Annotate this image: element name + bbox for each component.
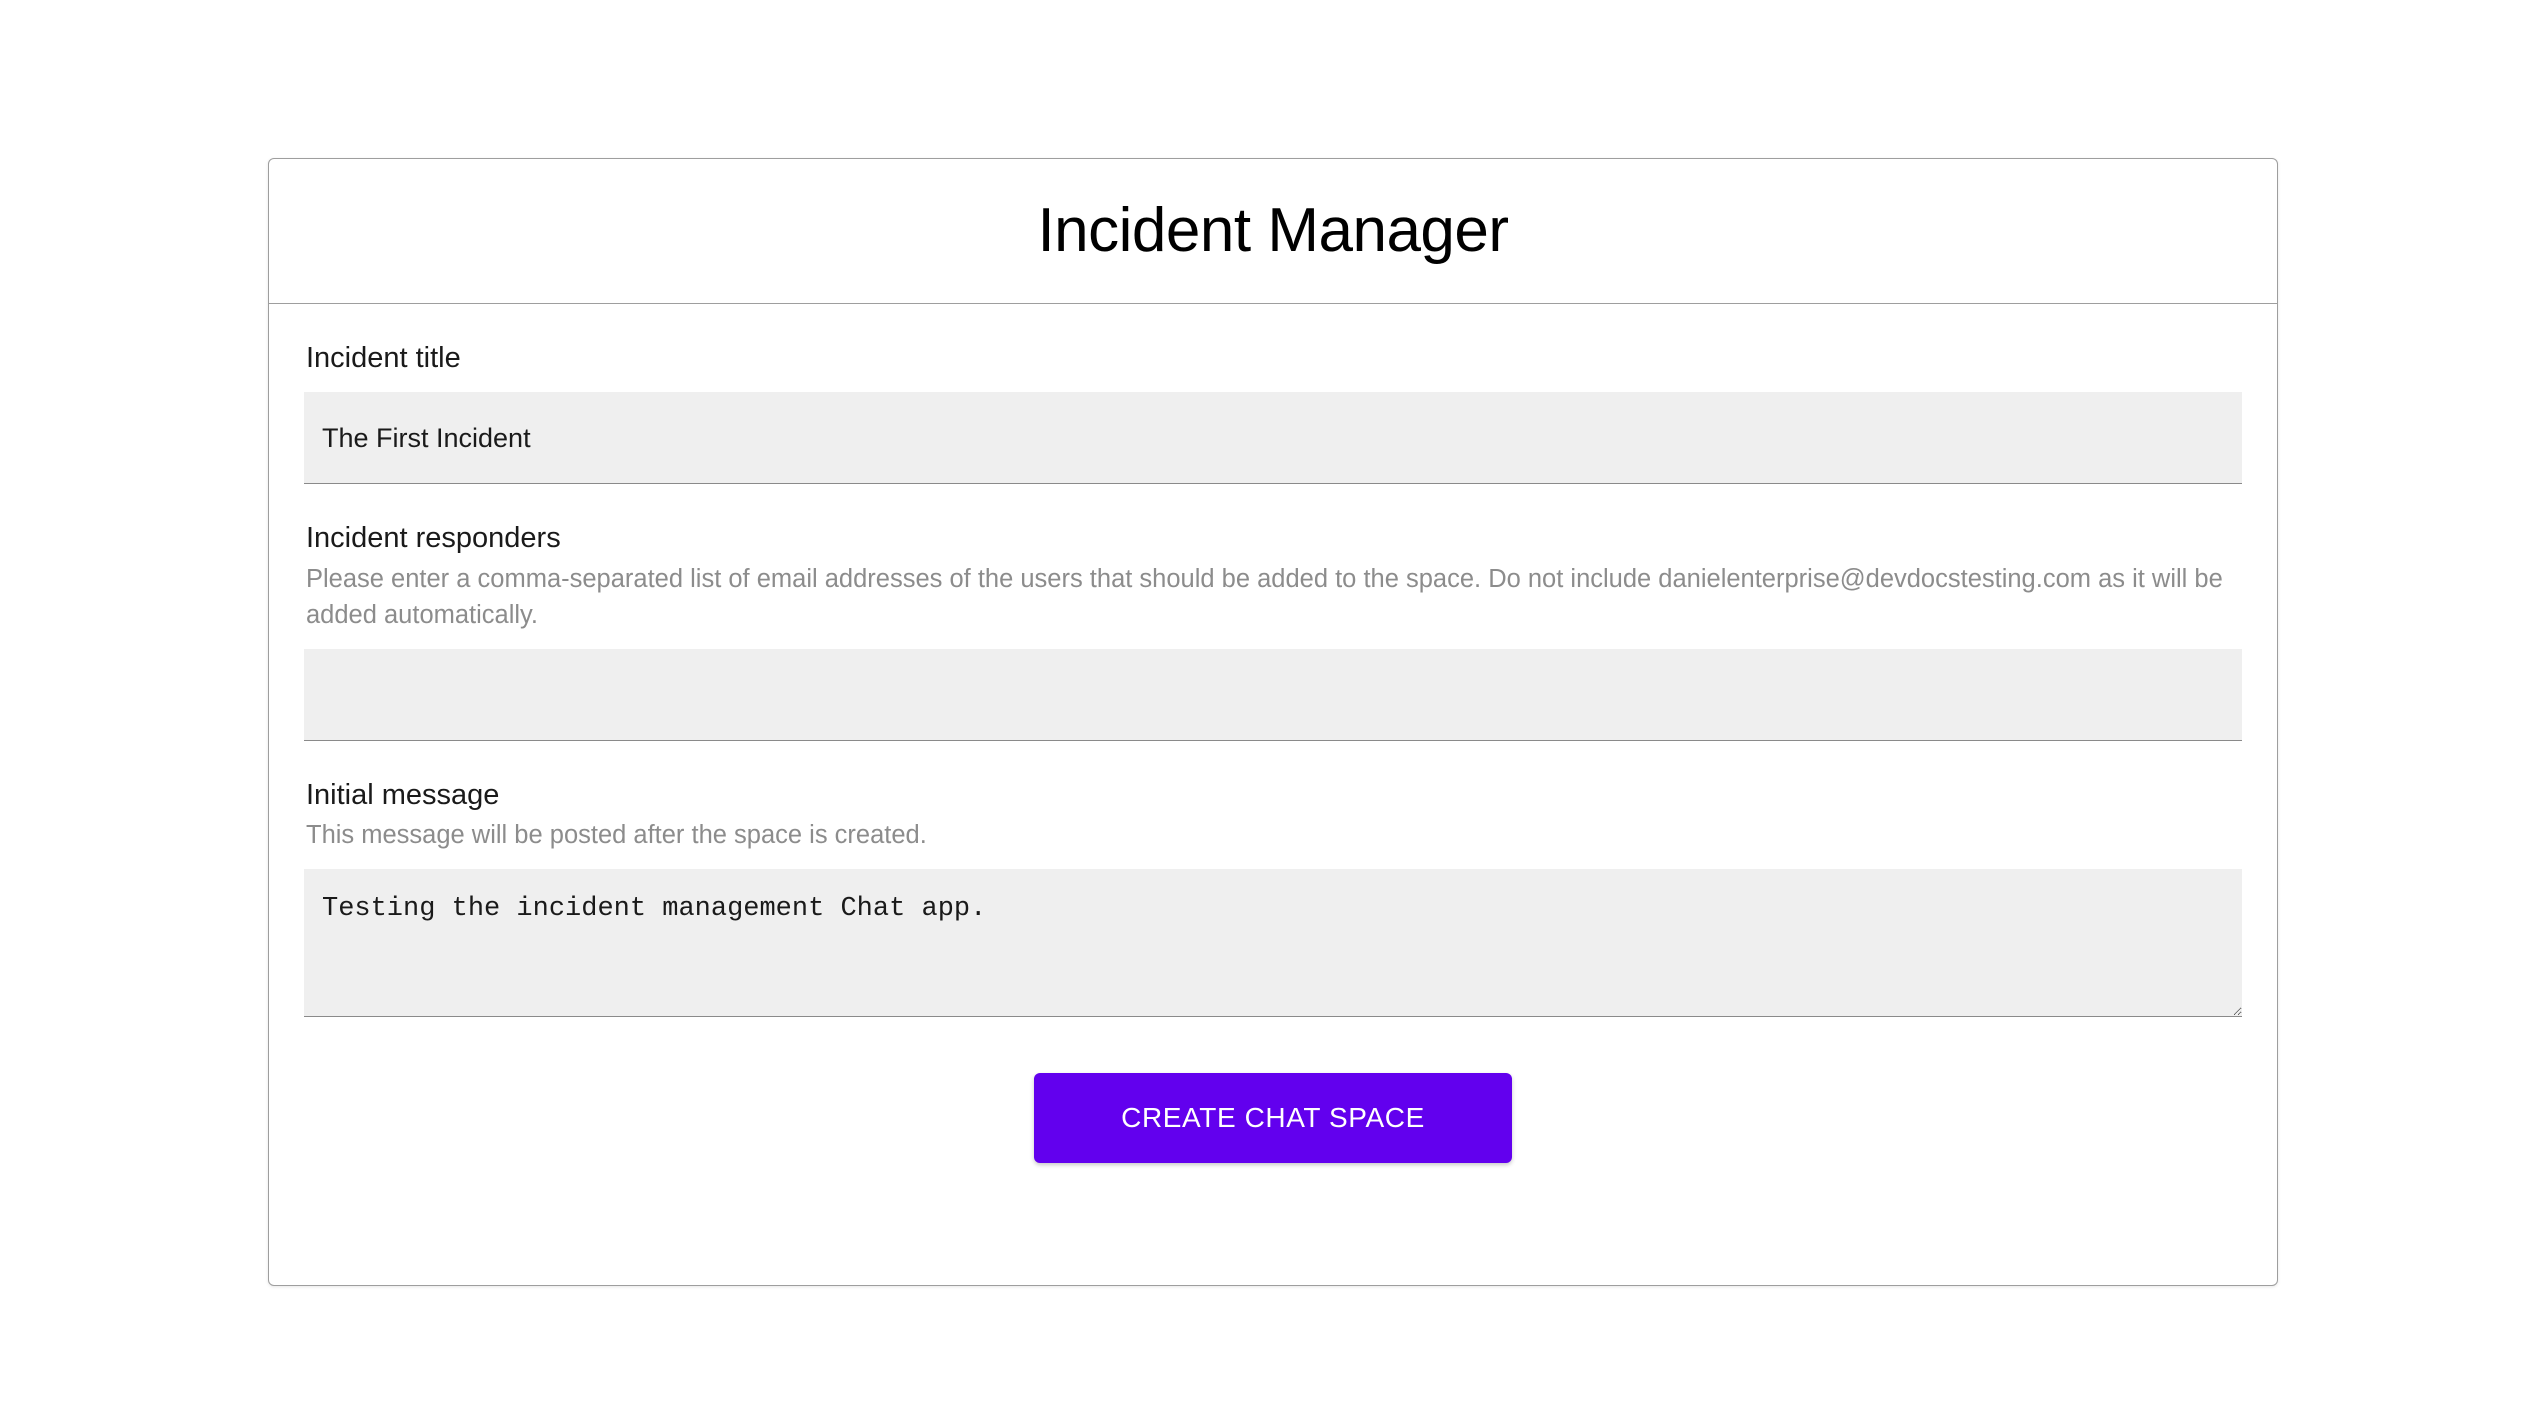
incident-manager-card: [268, 158, 2278, 1286]
incident-responders-hint: Please enter a comma-separated list of email addresses of the users that should be added to the space. Do not include danielenterprise@devdocstesting.com as it will be added automatically.: [306, 564, 2223, 629]
initial-message-section: [304, 777, 2242, 1017]
incident-responders-input[interactable]: [304, 649, 2242, 741]
incident-responders-section: [304, 520, 2242, 741]
incident-title-section: [304, 340, 2242, 484]
incident-responders-label: Incident responders: [306, 522, 561, 555]
incident-title-label: Incident title: [306, 342, 461, 374]
initial-message-hint: This message will be posted after the space is created.: [306, 821, 927, 850]
create-chat-space-button[interactable]: CREATE CHAT SPACE: [1034, 1073, 1512, 1163]
initial-message-label: Initial message: [306, 778, 500, 811]
card-header: [269, 159, 2277, 304]
incident-title-input[interactable]: [304, 392, 2242, 484]
initial-message-textarea[interactable]: [304, 869, 2242, 1017]
page-title: Incident Manager: [1037, 196, 1509, 265]
submit-row: [304, 1073, 2242, 1163]
card-body: [269, 304, 2277, 1163]
